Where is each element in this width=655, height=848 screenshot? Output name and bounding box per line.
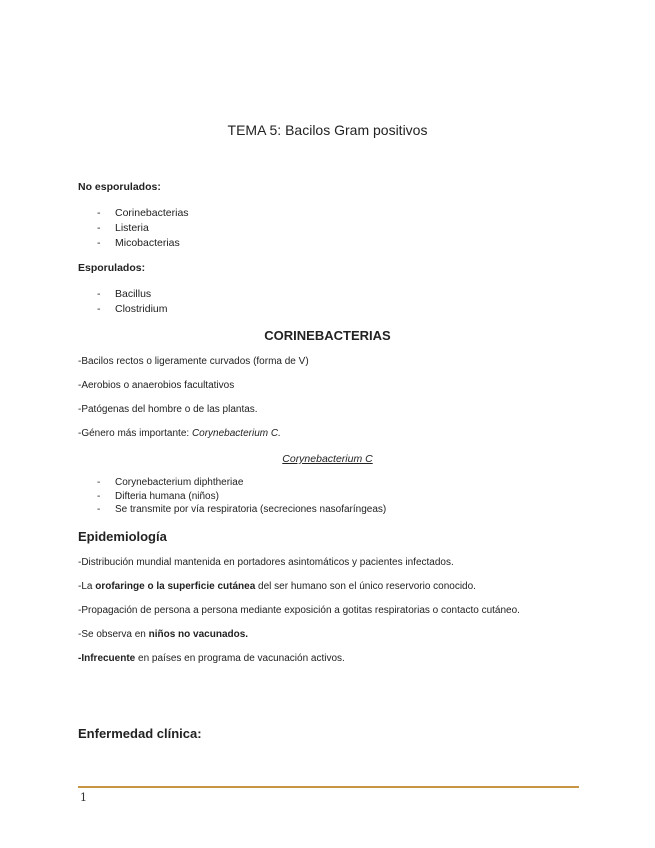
no-esporulados-heading: No esporulados: [78,181,161,193]
list-item: - Bacillus [97,288,152,300]
list-item: - Clostridium [97,303,168,315]
page-number: 1 [80,791,87,804]
footer-rule [78,786,579,788]
list-item: - Corinebacterias [97,207,189,219]
genero-italic: Corynebacterium C. [191,428,281,439]
esporulados-heading: Esporulados: [78,262,146,274]
list-item: - Listeria [97,222,149,234]
document-title: TEMA 5: Bacilos Gram positivos [227,122,428,138]
paragraph: -Distribución mundial mantenida en portadores asintomáticos y pacientes infectados. [78,557,454,568]
list-item: - Se transmite por vía respiratoria (secreciones nasofaríngeas) [97,504,387,515]
enfermedad-clinica-heading: Enfermedad clínica: [78,726,202,741]
corynebacterium-subheading: Corynebacterium C [282,453,373,465]
paragraph: -Patógenas del hombre o de las plantas. [78,404,258,415]
list-item: - Corynebacterium diphtheriae [97,477,244,488]
paragraph: -Infrecuente en países en programa de vacunación activos. [78,653,345,664]
list-item: - Micobacterias [97,237,180,249]
corinebacterias-heading: CORINEBACTERIAS [264,328,391,343]
paragraph: -Se observa en niños no vacunados. [78,629,249,640]
paragraph: -La orofaringe o la superficie cutánea del ser humano son el único reservorio conocido. [78,581,476,592]
epidemiologia-heading: Epidemiología [78,529,167,544]
paragraph: -Aerobios o anaerobios facultativos [78,380,235,391]
paragraph: -Bacilos rectos o ligeramente curvados (forma de V) [78,356,309,367]
list-item: - Difteria humana (niños) [97,491,219,502]
paragraph: -Propagación de persona a persona mediante exposición a gotitas respiratorias o contacto cutáneo. [78,605,520,616]
paragraph: -Género más importante: Corynebacterium C. [78,428,281,439]
